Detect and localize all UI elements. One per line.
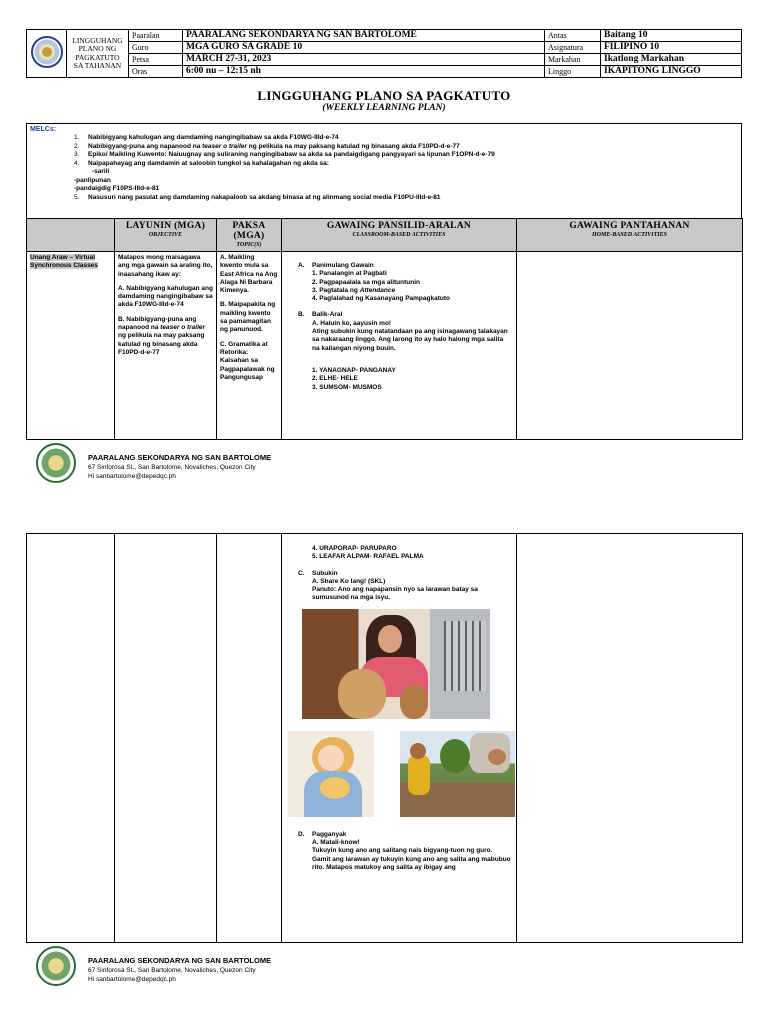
woman-with-dogs-image <box>302 609 490 719</box>
melc-text <box>88 143 734 152</box>
activity-section-d <box>298 831 512 839</box>
melc-number: 3. <box>74 151 80 158</box>
value-guro: MGA GURO SA GRADE 10 <box>183 42 545 54</box>
activity-item-italic: Attendance <box>359 286 396 294</box>
puppy-shape <box>400 685 428 719</box>
melc-text-post: ng pelikula na may paksang katulad ng binasang akda F10PD-d-e-77 <box>246 142 460 150</box>
melc-text-pre: Nabibigyang-puna ang napanood na <box>88 142 203 150</box>
school-seal-icon <box>36 946 76 986</box>
school-footer <box>36 443 736 487</box>
objective-b <box>118 316 213 357</box>
section-title: Pagganyak <box>312 830 347 838</box>
col-header-day <box>27 219 115 252</box>
plan-title-line: PAGKATUTO <box>75 52 120 62</box>
melc-item <box>74 194 734 203</box>
weekly-plan-table <box>26 218 743 440</box>
melc-item <box>74 160 734 169</box>
melc-text: Nasusuri nang pasulat ang damdaming nakapaloob sa akdang binasa at ng alinmang social media F10PU-IIId-e-81 <box>88 193 441 201</box>
word-item: 1. YANAGNAP- PANGANAY <box>312 366 396 374</box>
activity-sub-title: A. Share Ko lang! (SKL) <box>312 577 386 585</box>
melc-subitem: -pandaigdig F10PS-IIId-e-81 <box>74 185 160 192</box>
day-cell <box>27 252 115 440</box>
col-subtitle: TOPIC(S) <box>236 242 262 248</box>
child-head-shape <box>410 743 426 759</box>
section-title: Subukin <box>312 569 338 577</box>
label-antas: Antas <box>545 30 601 42</box>
objective-b-italic: teaser o trailer <box>160 324 206 332</box>
activity-description: Panuto: Ano ang napapansin nyo sa larawan batay sa sumusunod na mga isyu. <box>312 586 478 602</box>
melc-number: 2. <box>74 142 80 150</box>
section-letter: B. <box>298 311 305 319</box>
activity-section-c <box>298 570 512 578</box>
school-footer <box>36 946 736 990</box>
weekly-plan-table-continued <box>26 533 743 943</box>
activity-images <box>298 603 512 823</box>
classroom-activities-cell <box>282 534 517 943</box>
melc-text: Epiko/ Maikling Kuwento: Naiuugnay ang suliraning nangingibabaw sa akda sa pandaigdigang pangyayari sa lipunan F1OPN-d-e-79 <box>88 151 495 158</box>
col-subtitle: HOME-BASED ACTIVITIES <box>592 232 667 238</box>
footer-email: Hi sanbartolome@depedqc.ph <box>88 976 176 983</box>
plan-title-line: PLANO NG <box>78 44 117 53</box>
col-title: PAKSA (MGA) <box>232 221 266 241</box>
melc-text: Nabibigyang kahulugan ang damdaming nangingibabaw sa akda F10WG-IIId-e-74 <box>88 134 339 141</box>
activity-item-text: 3. Pagtatala ng <box>312 286 360 294</box>
melc-subitem: -panlipunan <box>74 176 111 184</box>
tree-shape <box>440 739 470 773</box>
objective-b-pre: B. Nabibigyang-puna ang napanood na <box>118 315 197 332</box>
col-header-home <box>517 219 743 252</box>
activity-description: Tukuyin kung ano ang salitang nais bigyang-tuon ng guro. Gamit ang larawan ay tukuyin kung ano ang salita ang mabubuo rito. Matapos matukoy ang salita ay ibigay ang <box>312 847 511 871</box>
value-paaralan: PAARALANG SEKONDARYA NG SAN BARTOLOME <box>183 30 545 42</box>
activity-item: 2. Pagpapaalala sa mga alituntunin <box>312 278 421 286</box>
section-title: Panimulang Gawain <box>312 262 374 269</box>
melc-item <box>74 151 734 160</box>
col-title: GAWAING PANSILID-ARALAN <box>326 221 472 231</box>
activity-sub-title: A. Matali-know! <box>312 839 360 847</box>
activity-item: 1. Panalangin at Pagbati <box>312 270 387 278</box>
activity-section-b <box>298 311 512 319</box>
section-title: Balik-Aral <box>312 311 343 319</box>
value-markahan: Ikatlong Markahan <box>601 54 742 66</box>
label-paaralan: Paaralan <box>129 30 183 42</box>
plan-title-line: LINGGUHANG <box>72 35 123 45</box>
school-seal-icon <box>36 443 76 483</box>
label-oras: Oras <box>129 66 183 78</box>
objectives-cell <box>115 534 217 943</box>
label-linggo: Linggo <box>545 66 601 78</box>
melcs-list <box>74 134 734 202</box>
melcs-label: MELCs: <box>30 126 57 133</box>
melcs-box <box>26 123 742 218</box>
col-title: GAWAING PANTAHANAN <box>569 221 690 231</box>
activity-item: 4. Paglalahad ng Kasanayang Pampagkatuto <box>312 295 450 303</box>
section-letter: C. <box>298 569 305 577</box>
melc-item <box>74 143 734 152</box>
value-oras: 6:00 nu – 12:15 nh <box>183 66 545 78</box>
col-header-topic <box>217 219 282 252</box>
label-markahan: Markahan <box>545 54 601 66</box>
word-item: 2. ELHE- HELE <box>312 375 358 383</box>
objectives-cell <box>115 252 217 440</box>
home-activities-cell <box>517 252 743 440</box>
topic-c: C. Gramatika at Retorika: Kaisahan sa Pagpapalawak ng Pangungusap <box>220 340 275 381</box>
activity-sub-title: A. Haluin ko, aayusin mo! <box>312 319 392 327</box>
objectives-intro: Matapos mong maisagawa ang mga gawain sa araling ito, inaasahang ikaw ay: <box>118 254 213 278</box>
col-subtitle: CLASSROOM-BASED ACTIVITIES <box>352 232 446 238</box>
objective-b-post: ng pelikula na may paksang katulad ng binasang akda F10PD-d-e-77 <box>118 332 205 356</box>
document-title: LINGGUHANG PLANO SA PAGKATUTO <box>257 88 511 103</box>
value-antas: Baitang 10 <box>601 30 742 42</box>
activity-section-a <box>298 262 512 270</box>
day-cell <box>27 534 115 943</box>
section-letter: D. <box>298 830 305 838</box>
word-item: 4. URAPORAP- PARUPARO <box>312 545 397 552</box>
melc-subitem: -sarili <box>92 168 110 175</box>
value-petsa: MARCH 27-31, 2023 <box>183 54 545 66</box>
dog-shape <box>338 669 386 719</box>
value-asignatura: FILIPINO 10 <box>601 42 742 54</box>
activity-description: Ating subukin kung natatandaan pa ang isinagawang talakayan sa nakaraang linggo. Ang larong ito ay halo halong mga salita na kailangan niyong buuin. <box>312 328 508 352</box>
melc-number: 4. <box>74 159 80 167</box>
footer-email: Hi sanbartolome@depedqc.ph <box>88 473 176 480</box>
footer-address: 67 Sinforosa St., San Bartolome, Novaliches, Quezon City <box>88 967 256 974</box>
topics-cell <box>217 252 282 440</box>
cage-shape <box>444 621 486 691</box>
word-item: 5. LEAFAR ALPAM- RAFAEL PALMA <box>312 553 424 561</box>
value-linggo: IKAPITONG LINGGO <box>601 66 742 78</box>
word-item: 3. SUMSOM- MUSMOS <box>312 383 382 391</box>
home-activities-cell <box>517 534 743 943</box>
adult-head-shape <box>488 749 506 765</box>
footer-school-name: PAARALANG SEKONDARYA NG SAN BARTOLOME <box>88 956 272 965</box>
activity-item <box>298 287 512 295</box>
footer-school-name: PAARALANG SEKONDARYA NG SAN BARTOLOME <box>88 453 272 462</box>
deped-seal-icon <box>31 36 63 68</box>
label-guro: Guro <box>129 42 183 54</box>
objective-a: A. Nabibigyang kahulugan ang damdaming nangingibabaw sa akda F10WG-IIId-e-74 <box>118 284 213 309</box>
tree-planting-image <box>400 731 515 817</box>
footer-divider <box>36 942 740 943</box>
cat-shape <box>320 777 350 799</box>
melc-number: 5. <box>74 193 80 201</box>
section-letter: A. <box>298 262 305 269</box>
deped-seal-cell <box>27 30 67 78</box>
footer-address: 67 Sinforosa St., San Bartolome, Novaliches, Quezon City <box>88 464 256 471</box>
footer-divider <box>36 439 740 440</box>
header-info-table <box>26 29 742 78</box>
plan-title-line: SA TAHANAN <box>73 61 122 70</box>
child-with-cat-image <box>288 731 374 817</box>
topics-cell <box>217 534 282 943</box>
col-subtitle: OBJECTIVE <box>148 232 183 238</box>
label-petsa: Petsa <box>129 54 183 66</box>
topic-b: B. Maipapakita ng maikling kwento sa pamamagitan ng panunuod. <box>220 301 276 334</box>
melc-text: Naipapahayag ang damdamin at saloobin tungkol sa kahalagahan ng akda sa: <box>88 159 329 167</box>
melc-number: 1. <box>74 134 80 141</box>
label-asignatura: Asignatura <box>545 42 601 54</box>
col-title: LAYUNIN (MGA) <box>125 221 206 231</box>
melc-item <box>74 134 734 143</box>
day-label: Unang Araw – Virtual Synchronous Classes <box>30 254 98 270</box>
col-header-objective <box>115 219 217 252</box>
child-shape <box>408 755 430 795</box>
document-subtitle: (WEEKLY LEARNING PLAN) <box>322 103 446 113</box>
classroom-activities-cell <box>282 252 517 440</box>
col-header-classroom <box>282 219 517 252</box>
topic-a: A. Maikling kwento mula sa East Africa na Ang Alaga Ni Barbara Kimenya. <box>220 254 278 295</box>
melc-text-italic: teaser o trailer <box>202 142 247 150</box>
plan-title-cell <box>67 30 129 78</box>
face-shape <box>318 745 344 771</box>
face-shape <box>378 625 402 653</box>
